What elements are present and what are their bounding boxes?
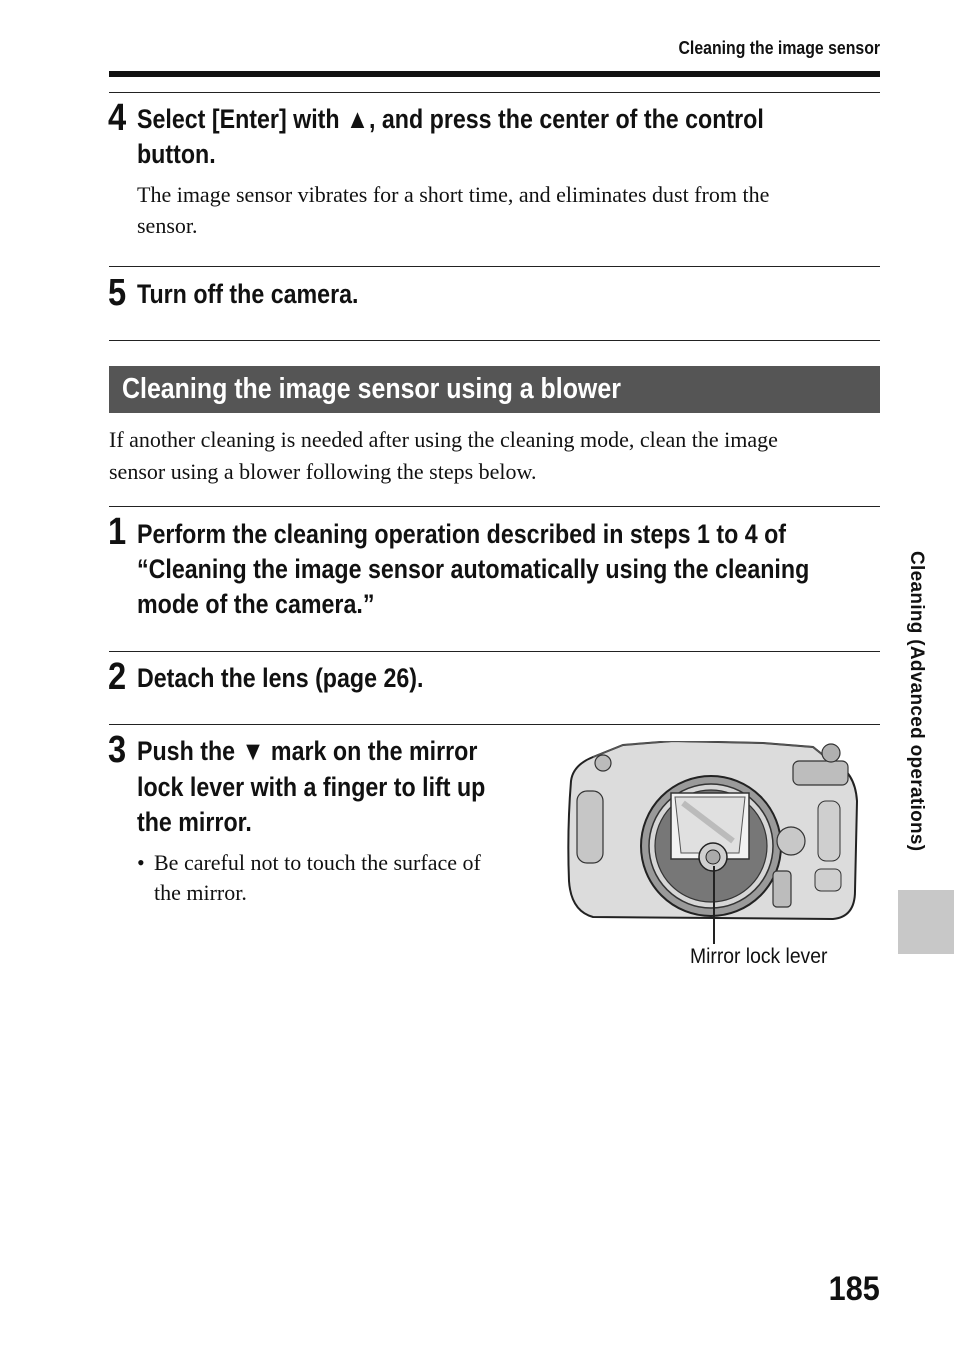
- step-title: Turn off the camera.: [137, 279, 359, 309]
- section-intro: sensor using a blower following the steps below.: [109, 459, 537, 484]
- page-number: 185: [828, 1270, 880, 1308]
- divider: [109, 266, 880, 267]
- camera-illustration: [563, 741, 859, 923]
- side-tab-marker: [898, 890, 954, 954]
- step-title: mode of the camera.”: [137, 589, 375, 619]
- divider: [109, 724, 880, 725]
- step-number: 3: [108, 729, 127, 771]
- step-number: 1: [108, 511, 127, 553]
- step-title: the mirror.: [137, 807, 252, 837]
- step-title: Perform the cleaning operation described in steps 1 to 4 of: [137, 519, 787, 549]
- step-bullet: the mirror.: [154, 880, 247, 905]
- step-title: Detach the lens (page 26).: [137, 663, 424, 693]
- step-title: button.: [137, 139, 216, 169]
- running-header: Cleaning the image sensor: [678, 38, 880, 58]
- header-rule: [109, 71, 880, 77]
- step-title: Push the ▼ mark on the mirror: [137, 736, 478, 766]
- callout-line: [713, 866, 715, 944]
- callout-label: Mirror lock lever: [690, 945, 828, 968]
- step-title: “Cleaning the image sensor automatically using the cleaning: [137, 554, 810, 584]
- step-body: sensor.: [137, 213, 198, 238]
- step-number: 4: [108, 97, 127, 139]
- step-title: Select [Enter] with ▲, and press the center of the control: [137, 104, 764, 134]
- step-number: 5: [108, 272, 127, 314]
- divider: [109, 506, 880, 507]
- divider: [109, 92, 880, 93]
- step-body: The image sensor vibrates for a short time, and eliminates dust from the: [137, 182, 770, 207]
- step-bullet: Be careful not to touch the surface of: [154, 850, 481, 875]
- section-intro: If another cleaning is needed after using the cleaning mode, clean the image: [109, 427, 778, 452]
- side-tab-label: Cleaning (Advanced operations): [906, 551, 927, 852]
- bullet-marker: •: [137, 850, 145, 875]
- section-title: Cleaning the image sensor using a blower: [122, 373, 621, 405]
- divider: [109, 651, 880, 652]
- divider: [109, 340, 880, 341]
- step-title: lock lever with a finger to lift up: [137, 772, 486, 802]
- step-number: 2: [108, 656, 127, 698]
